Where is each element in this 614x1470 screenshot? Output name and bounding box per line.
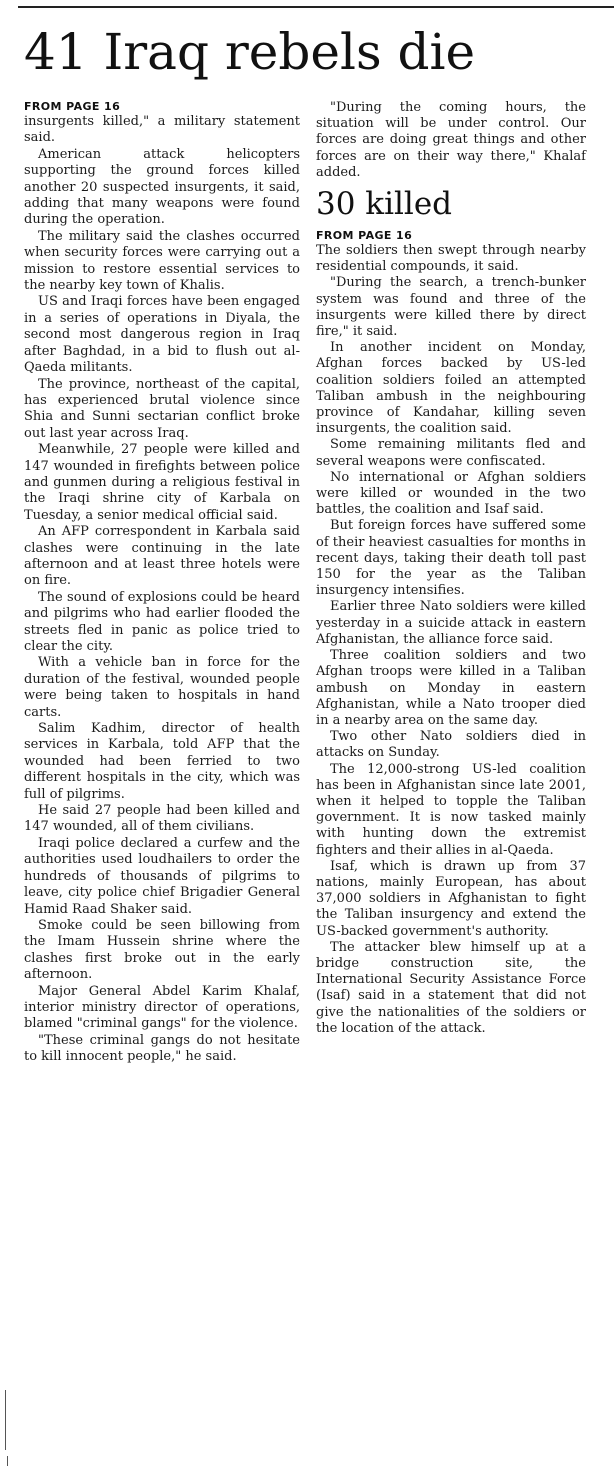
paragraph: With a vehicle ban in force for the duration of the festival, wounded people were being taken to hospitals in hand carts. [24,655,300,720]
paragraph: No international or Afghan soldiers were killed or wounded in the two battles, the coalition and Isaf said. [316,469,586,518]
headline: 41 Iraq rebels die [24,23,476,81]
subheadline: 30 killed [316,186,453,223]
paragraph: The soldiers then swept through nearby residential compounds, it said. [316,243,586,275]
paragraph: The province, northeast of the capital, has experienced brutal violence since Shia and Sunni sectarian conflict broke out last year across Iraq. [24,376,300,441]
paragraph: The attacker blew himself up at a bridge construction site, the International Security Assistance Force (Isaf) said in a statement that did not give the nationalities of the soldiers or the location of the attack. [316,939,586,1036]
left-column [24,100,300,1066]
paragraph: In another incident on Monday, Afghan forces backed by US-led coalition soldiers foiled an attempted Taliban ambush in the neighbouring province of Kandahar, killing seven insurgents, the coalition said. [316,340,586,437]
paragraph: Some remaining militants fled and several weapons were confiscated. [316,437,586,469]
scan-edge-mark [7,1456,8,1466]
paragraph: Major General Abdel Karim Khalaf, interior ministry director of operations, blamed "criminal gangs" for the violence. [24,983,300,1032]
paragraph: Earlier three Nato soldiers were killed yesterday in a suicide attack in eastern Afghanistan, the alliance force said. [316,599,586,647]
paragraph: American attack helicopters supporting the ground forces killed another 20 suspected insurgents, it said, adding that many weapons were found during the operation. [24,146,300,228]
paragraph: Isaf, which is drawn up from 37 nations, mainly European, has about 37,000 soldiers in Afghanistan to fight the Taliban insurgency and extend the US-backed government's authority. [316,858,586,939]
paragraph: Two other Nato soldiers died in attacks on Sunday. [316,729,586,761]
continuation-kicker: FROM PAGE 16 [24,100,121,113]
top-rule [18,6,614,8]
paragraph: Salim Kadhim, director of health services in Karbala, told AFP that the wounded had been ferried to two different hospitals in the city, which was full of pilgrims. [24,721,300,802]
paragraph: Iraqi police declared a curfew and the authorities used loudhailers to order the hundreds of thousands of pilgrims to leave, city police chief Brigadier General Hamid Raad Shaker said. [24,835,300,917]
paragraph: US and Iraqi forces have been engaged in a series of operations in Diyala, the second most dangerous region in Iraq after Baghdad, in a bid to flush out al-Qaeda militants. [24,294,300,376]
paragraph: The sound of explosions could be heard and pilgrims who had earlier flooded the streets fled in panic as police tried to clear the city. [24,589,300,654]
paragraph: insurgents killed," a military statement said. [24,114,300,146]
continuation-kicker: FROM PAGE 16 [316,229,413,243]
paragraph: He said 27 people had been killed and 147 wounded, all of them civilians. [24,803,300,835]
paragraph: Three coalition soldiers and two Afghan troops were killed in a Taliban ambush on Monday in eastern Afghanistan, while a Nato trooper died in a nearby area on the same day. [316,648,586,728]
paragraph: Meanwhile, 27 people were killed and 147 wounded in firefights between police and gunmen during a religious festival in the Iraqi shrine city of Karbala on Tuesday, a senior medical official said. [24,442,300,523]
right-column [316,100,586,1037]
paragraph: "These criminal gangs do not hesitate to kill innocent people," he said. [24,1032,300,1065]
paragraph: "During the coming hours, the situation will be under control. Our forces are doing great things and other forces are on their way there," Khalaf added. [316,100,586,180]
paragraph: The 12,000-strong US-led coalition has been in Afghanistan since late 2001, when it helped to topple the Taliban government. It is now tasked mainly with hunting down the extremist fighters and their allies in al-Qaeda. [316,761,586,858]
paragraph: Smoke could be seen billowing from the Imam Hussein shrine where the clashes first broke out in the early afternoon. [24,917,300,983]
paragraph: The military said the clashes occurred when security forces were carrying out a mission to restore essential services to the nearby key town of Khalis. [24,228,300,294]
paragraph: "During the search, a trench-bunker system was found and three of the insurgents were killed there by direct fire," it said. [316,275,586,340]
paragraph: An AFP correspondent in Karbala said clashes were continuing in the late afternoon and at least three hotels were on fire. [24,524,300,589]
paragraph: But foreign forces have suffered some of their heaviest casualties for months in recent days, taking their death toll past 150 for the year as the Taliban insurgency intensifies. [316,518,586,599]
scan-edge-mark [5,1390,6,1450]
